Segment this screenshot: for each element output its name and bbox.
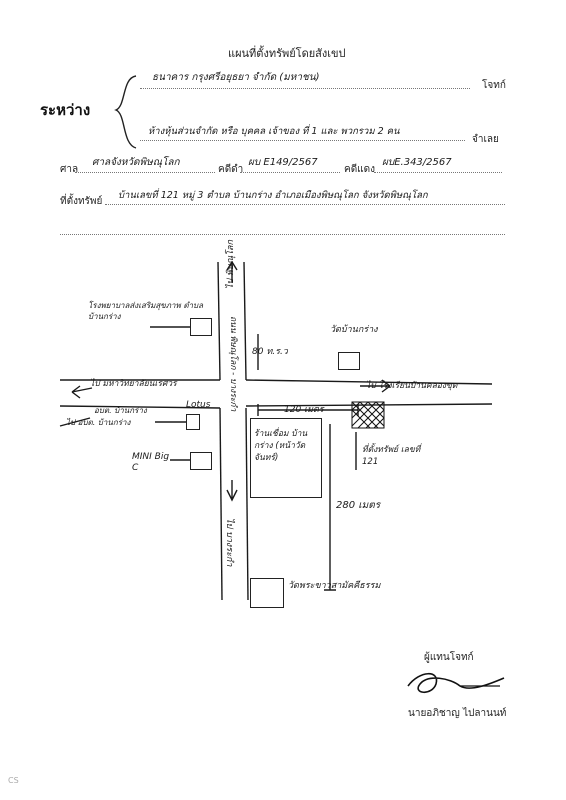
court-name: ศาลจังหวัดพิษณุโลก — [92, 157, 180, 168]
landmark-bottom-label: วัดพระขาวสามัคคีธรรม — [288, 581, 381, 591]
signer-role: ผู้แทนโจทก์ — [424, 652, 474, 663]
property-location-label: ที่ตั้งทรัพย์ — [60, 196, 103, 207]
landmark-nw-label: โรงพยาบาลส่งเสริมสุขภาพ ตำบล บ้านกร่าง — [88, 301, 204, 321]
main-road-label: ถนน พิษณุโลก - บางระกำ — [228, 316, 238, 412]
landmark-box — [338, 352, 360, 370]
red-case-no: ผบE.343/2567 — [382, 157, 452, 168]
property-address: บ้านเลขที่ 121 หมู่ 3 ตำบล บ้านกร่าง อำเภอเมืองพิษณุโลก จังหวัดพิษณุโลก — [118, 190, 428, 201]
landmark-minibigc-label: MINI Big C — [132, 452, 170, 473]
target-property-label: ที่ตั้งทรัพย์ เลขที่ 121 — [362, 445, 421, 467]
landmark-box — [250, 578, 284, 608]
km-marker-label: 80 ท.ร.ว — [252, 347, 288, 357]
distance-280-label: 280 เมตร — [336, 500, 381, 511]
document-title: แผนที่ตั้งทรัพย์โดยสังเขป — [228, 47, 346, 60]
landmark-lotus-label: Lotus — [186, 400, 211, 410]
between-label: ระหว่าง — [40, 101, 91, 119]
black-case-label: คดีดำ — [218, 164, 244, 175]
signature-mark — [400, 664, 510, 704]
defendant-name: ห้างหุ้นส่วนจำกัด หรือ บุคคล เจ้าของ ที่ 1 และ พวกรวม 2 คน — [148, 126, 400, 137]
shop-label: ร้านเชื่อม บ้านกร่าง (หน้าวัดจันทร์) — [254, 429, 308, 463]
landmark-temple-label: วัดบ้านกร่าง — [330, 325, 378, 335]
court-label: ศาล — [60, 164, 79, 175]
plaintiff-label: โจทก์ — [482, 80, 506, 91]
landmark-sw-label: ไป อบต. บ้านกร่าง — [66, 418, 131, 427]
red-case-label: คดีแดง — [344, 164, 376, 175]
landmark-ampho-label: อบต. บ้านกร่าง — [94, 406, 147, 415]
landmark-box — [190, 452, 212, 470]
scanner-watermark: CS — [8, 776, 19, 785]
road-south-label: ไป บางระกำ — [224, 518, 234, 567]
landmark-box — [186, 414, 200, 430]
signer-name: นายอภิชาญ ไปลานนท์ — [408, 708, 507, 719]
road-west-label: ไป มหาวิทยาลัยนเรศวร — [90, 379, 177, 389]
road-north-label: ไป พิษณุโลก — [226, 240, 236, 290]
defendant-label: จำเลย — [472, 134, 499, 145]
distance-120-label: 120 เมตร — [284, 405, 324, 415]
black-case-no: ผบ E149/2567 — [248, 157, 318, 168]
road-east-label: ไป โรงเรียนบ้านคลองขุด — [366, 381, 458, 391]
plaintiff-name: ธนาคาร กรุงศรีอยุธยา จำกัด (มหาชน) — [152, 72, 320, 83]
